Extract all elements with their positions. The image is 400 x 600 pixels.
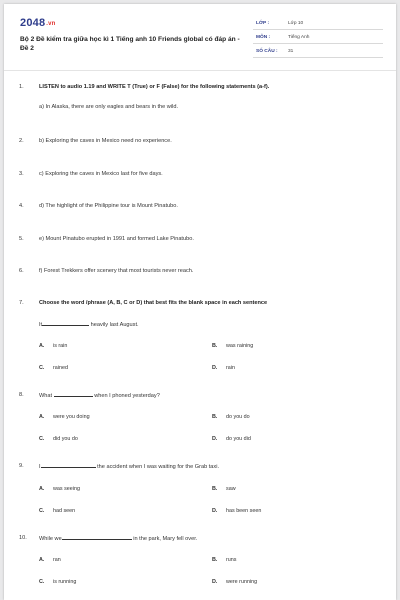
question-number: 6. [19,268,24,274]
option-letter: A. [39,343,45,349]
option-text: has been seen [226,508,262,514]
option-text: saw [226,486,236,492]
option-letter: A. [39,557,45,563]
question-number: 8. [19,392,24,398]
option-text: runs [226,557,237,563]
option-text: do you do [226,414,250,420]
option-a[interactable] [39,343,67,349]
option-letter: B. [212,486,218,492]
option-letter: A. [39,414,45,420]
option-text: is rain [53,343,68,349]
question-text: d) The highlight of the Philippine tour is Mount Pinatubo. [39,203,178,209]
question-number: 3. [19,171,24,177]
question-number: 10. [19,535,27,541]
option-text: ran [53,557,61,563]
question-number: 4. [19,203,24,209]
stem-end: heavily last August. [90,322,139,328]
meta-count-key: SỐ CÂU : [256,49,278,54]
header-divider [4,70,396,71]
question-1-statement: a) In Alaska, there are only eagles and bears in the wild. [39,104,178,110]
meta-count-row [253,46,383,58]
meta-class-key: LỚP : [256,21,270,26]
stem-start: While we [39,536,62,542]
answer-blank[interactable] [42,321,89,326]
meta-class-row [253,18,383,30]
option-c[interactable] [39,579,76,585]
question-text: LISTEN to audio 1.19 and WRITE T (True) or F (False) for the following statements (a-f). [39,84,270,90]
option-letter: C. [39,436,45,442]
question-stem [39,392,160,399]
option-d[interactable] [212,579,257,585]
question-text: e) Mount Pinatubo erupted in 1991 and formed Lake Pinatubo. [39,236,194,242]
stem-start: It [39,322,43,328]
question-number: 7. [19,300,24,306]
option-letter: B. [212,343,218,349]
question-text: b) Exploring the caves in Mexico need no experience. [39,138,172,144]
question-text: c) Exploring the caves in Mexico last for five days. [39,171,163,177]
option-letter: D. [212,436,218,442]
option-b[interactable] [212,343,253,349]
option-b[interactable] [212,557,237,563]
option-a[interactable] [39,486,80,492]
question-number: 2. [19,138,24,144]
option-text: rained [53,365,68,371]
option-text: had seen [53,508,76,514]
option-c[interactable] [39,508,75,514]
answer-blank[interactable] [54,392,93,397]
question-stem [39,535,197,542]
option-letter: B. [212,414,218,420]
option-b[interactable] [212,486,236,492]
option-letter: A. [39,486,45,492]
question-stem [39,463,219,470]
option-text: was raining [226,343,254,349]
document-page [4,4,396,600]
option-text: were you doing [53,414,90,420]
option-text: were running [226,579,258,585]
option-letter: C. [39,365,45,371]
option-text: was seeing [53,486,80,492]
option-letter: C. [39,508,45,514]
question-text: Choose the word /phrase (A, B, C or D) that best fits the blank space in each sentence [39,300,268,306]
site-logo[interactable] [20,17,56,29]
document-header [4,4,396,68]
question-number: 1. [19,84,24,90]
meta-subject-value: Tiếng Anh [288,35,310,40]
option-letter: D. [212,508,218,514]
option-text: rain [226,365,235,371]
option-d[interactable] [212,365,235,371]
option-c[interactable] [39,436,78,442]
question-number: 9. [19,463,24,469]
answer-blank[interactable] [41,463,96,468]
option-d[interactable] [212,508,261,514]
question-number: 5. [19,236,24,242]
option-text: do you did [226,436,251,442]
meta-subject-row [253,32,383,44]
stem-end: the accident when I was waiting for the Grab taxi. [97,464,220,470]
option-d[interactable] [212,436,251,442]
option-text: is running [53,579,77,585]
meta-subject-key: MÔN : [256,35,271,40]
meta-count-value: 31 [288,49,294,54]
option-a[interactable] [39,557,61,563]
logo-suffix: .vn [46,21,56,27]
option-b[interactable] [212,414,250,420]
stem-start: I [39,464,41,470]
document-title: Bộ 2 Đề kiểm tra giữa học kì 1 Tiếng anh 10 Friends global có đáp án - Đề 2 [20,36,240,52]
option-a[interactable] [39,414,90,420]
option-letter: C. [39,579,45,585]
option-letter: D. [212,365,218,371]
option-letter: B. [212,557,218,563]
stem-end: in the park, Mary fell over. [133,536,198,542]
stem-end: when I phoned yesterday? [94,393,160,399]
stem-start: What [39,393,53,399]
answer-blank[interactable] [62,535,132,540]
option-c[interactable] [39,365,68,371]
question-7-stem [39,321,139,328]
question-text: f) Forest Trekkers offer scenery that most tourists never reach. [39,268,194,274]
logo-text: 2048 [20,17,46,29]
option-text: did you do [53,436,78,442]
option-letter: D. [212,579,218,585]
meta-class-value: Lớp 10 [288,21,304,26]
